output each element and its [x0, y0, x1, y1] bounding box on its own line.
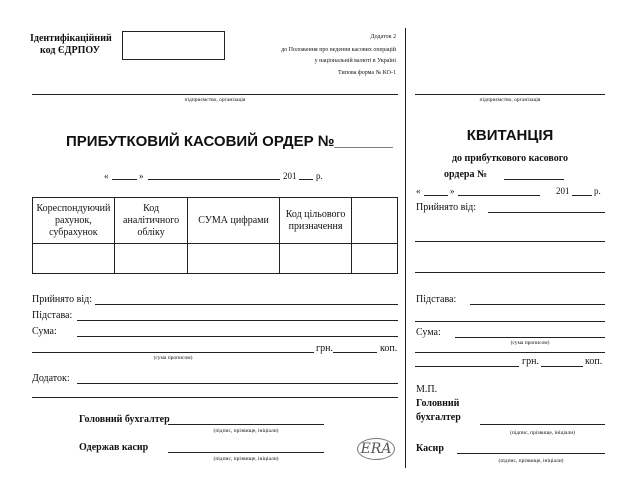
enterprise-caption-left: підприємство, організація [184, 97, 246, 103]
order-received-from-label: Прийнято від: [32, 294, 92, 305]
order-date-close-quote: » [139, 171, 144, 181]
receipt-order-number-line[interactable] [504, 179, 564, 180]
order-chief-signature-caption: (підпис, прізвище, ініціали) [213, 428, 279, 434]
order-date-month-line[interactable] [148, 179, 280, 180]
order-title: ПРИБУТКОВИЙ КАСОВИЙ ОРДЕР №_______ [66, 133, 393, 150]
receipt-kop-line[interactable] [541, 366, 583, 367]
table-header-purpose-code: Код цільового призначення [279, 198, 351, 244]
addendum-line3: у національній валюті в Україні [314, 58, 396, 64]
order-sum-line2[interactable] [32, 352, 314, 353]
table-header-sum-digits: СУМА цифрами [188, 198, 279, 244]
enterprise-line-left [32, 94, 398, 95]
id-code-label-line2: код ЄДРПОУ [39, 45, 100, 56]
order-cashier-signature-line[interactable] [168, 452, 324, 453]
order-kop-label: коп. [380, 343, 398, 354]
receipt-sum-line1[interactable] [455, 337, 605, 338]
order-chief-accountant-signature-line[interactable] [168, 424, 324, 425]
addendum-line2: до Положення про ведення касових операцій [281, 47, 396, 53]
table-cell-purpose-code[interactable] [279, 244, 351, 274]
receipt-subtitle-line1: до прибуткового касового [451, 153, 569, 164]
order-sum-line1[interactable] [77, 336, 398, 337]
receipt-basis-line1[interactable] [470, 304, 605, 305]
table-header-blank [352, 198, 398, 244]
order-attachment-label: Додаток: [32, 373, 70, 384]
receipt-sum-label: Сума: [416, 327, 441, 338]
table-cell-account[interactable] [33, 244, 115, 274]
receipt-date-year: 201 [556, 186, 570, 196]
order-date-open-quote: « [104, 171, 109, 181]
order-received-from-line[interactable] [95, 304, 398, 305]
tear-off-divider [405, 28, 406, 468]
receipt-sum-words-caption: (сума прописом) [510, 340, 550, 346]
receipt-stamp-label: М.П. [416, 384, 438, 395]
order-chief-accountant-label: Головний бухгалтер [79, 414, 170, 425]
order-basis-line[interactable] [77, 320, 398, 321]
order-attachment-line2[interactable] [32, 397, 398, 398]
order-date-day-line[interactable] [112, 179, 137, 180]
era-logo: ERA [357, 438, 395, 460]
order-sum-label: Сума: [32, 326, 57, 337]
receipt-basis-line2[interactable] [415, 321, 605, 322]
order-basis-label: Підстава: [32, 310, 73, 321]
receipt-date-open-quote: « [416, 186, 421, 196]
id-code-box[interactable] [122, 31, 225, 60]
table-cell-analytic-code[interactable] [114, 244, 188, 274]
receipt-received-from-line1[interactable] [488, 212, 605, 213]
receipt-date-month-line[interactable] [458, 195, 540, 196]
receipt-chief-signature-line[interactable] [480, 424, 605, 425]
receipt-cashier-label: Касир [416, 443, 444, 454]
receipt-basis-label: Підстава: [416, 294, 457, 305]
order-uah-label: грн. [316, 343, 333, 354]
accounts-table [32, 197, 398, 274]
receipt-date-suffix: р. [594, 186, 601, 196]
receipt-cashier-signature-line[interactable] [457, 453, 605, 454]
order-date-year-line[interactable] [299, 179, 313, 180]
receipt-received-from-line3[interactable] [415, 272, 605, 273]
order-date-year: 201 [283, 171, 297, 181]
receipt-date-year-line[interactable] [572, 195, 592, 196]
receipt-uah-label: грн. [522, 356, 539, 367]
receipt-cashier-signature-caption: (підпис, прізвище, ініціали) [498, 458, 564, 464]
table-cell-blank[interactable] [352, 244, 398, 274]
receipt-date-day-line[interactable] [424, 195, 448, 196]
receipt-chief-signature-caption: (підпис, прізвище, ініціали) [509, 430, 576, 436]
order-received-cashier-label: Одержав касир [79, 442, 149, 453]
receipt-sum-line2[interactable] [415, 352, 605, 353]
receipt-date-close-quote: » [450, 186, 455, 196]
receipt-received-from-line2[interactable] [415, 241, 605, 242]
order-sum-words-caption: (сума прописом) [153, 355, 193, 361]
addendum-line1: Додаток 2 [370, 34, 396, 40]
order-date-suffix: р. [316, 171, 323, 181]
receipt-kop-label: коп. [585, 356, 603, 367]
addendum-line4: Типова форма № КО-1 [338, 70, 396, 76]
table-cell-sum-digits[interactable] [188, 244, 279, 274]
table-header-analytic-code: Код аналітичного обліку [114, 198, 188, 244]
id-code-label-line1: Ідентифікаційний [30, 33, 112, 44]
receipt-received-from-label: Прийнято від: [416, 202, 476, 213]
receipt-chief-label-line1: Головний [416, 398, 460, 409]
enterprise-caption-right: підприємство, організація [479, 97, 541, 103]
receipt-uah-line[interactable] [415, 366, 519, 367]
order-cashier-signature-caption: (підпис, прізвище, ініціали) [213, 456, 279, 462]
order-kop-line[interactable] [333, 352, 377, 353]
receipt-title: КВИТАНЦІЯ [466, 127, 554, 144]
receipt-chief-label-line2: бухгалтер [416, 412, 461, 423]
receipt-subtitle-line2: ордера № [444, 169, 488, 180]
table-header-account: Кореспондуючий рахунок, субрахунок [33, 198, 115, 244]
enterprise-line-right [415, 94, 605, 95]
order-attachment-line1[interactable] [77, 383, 398, 384]
